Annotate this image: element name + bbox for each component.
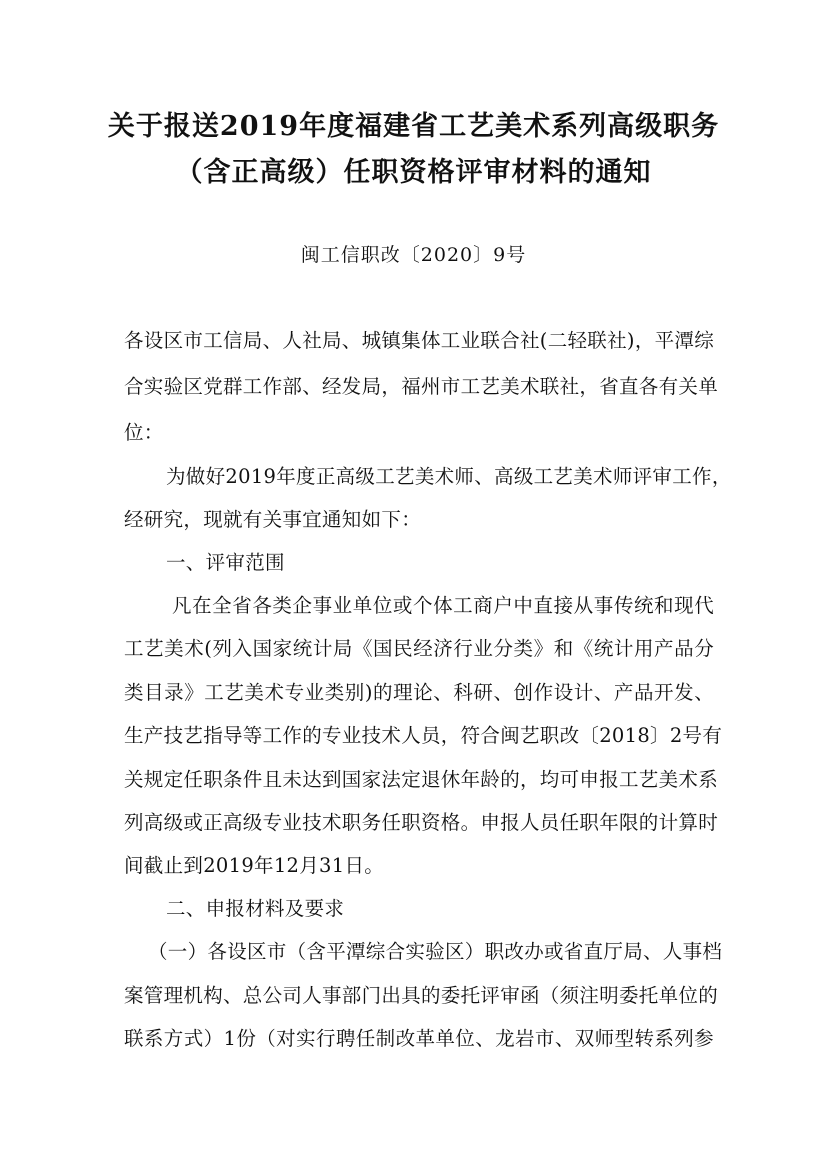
document-title-line-1: 关于报送2019年度福建省工艺美术系列高级职务 [107, 111, 720, 142]
document-number: 闽工信职改〔2020〕9号 [300, 244, 527, 266]
body-line: （一）各设区市（含平潭综合实验区）职改办或省直厅局、人事档 [148, 940, 723, 963]
body-line: 工艺美术(列入国家统计局《国民经济行业分类》和《统计用产品分 [124, 637, 714, 660]
section-heading: 一、评审范围 [166, 551, 285, 574]
body-line: 为做好2019年度正高级工艺美术师、高级工艺美术师评审工作， [166, 465, 732, 488]
body-line: 凡在全省各类企事业单位或个体工商户中直接从事传统和现代 [172, 594, 714, 617]
body-line: 联系方式）1份（对实行聘任制改革单位、龙岩市、双师型转系列参 [124, 1027, 714, 1050]
body-line: 各设区市工信局、人社局、城镇集体工业联合社(二轻联社)，平潭综 [124, 329, 715, 352]
section-heading: 二、申报材料及要求 [166, 897, 345, 920]
body-line: 关规定任职条件且未达到国家法定退休年龄的，均可申报工艺美术系 [124, 768, 719, 791]
body-line: 经研究，现就有关事宜通知如下： [124, 508, 422, 531]
body-line: 生产技艺指导等工作的专业技术人员，符合闽艺职改〔2018〕2号有 [124, 724, 723, 747]
body-line: 案管理机构、总公司人事部门出具的委托评审函（须注明委托单位的 [124, 984, 719, 1007]
body-line: 间截止到2019年12月31日。 [124, 854, 385, 877]
body-line: 位： [124, 421, 164, 444]
body-line: 列高级或正高级专业技术职务任职资格。申报人员任职年限的计算时 [124, 811, 719, 834]
document-title-line-2: （含正高级）任职资格评审材料的通知 [175, 157, 652, 188]
body-line: 类目录》工艺美术专业类别)的理论、科研、创作设计、产品开发、 [124, 681, 714, 704]
body-line: 合实验区党群工作部、经发局，福州市工艺美术联社，省直各有关单 [124, 375, 719, 398]
